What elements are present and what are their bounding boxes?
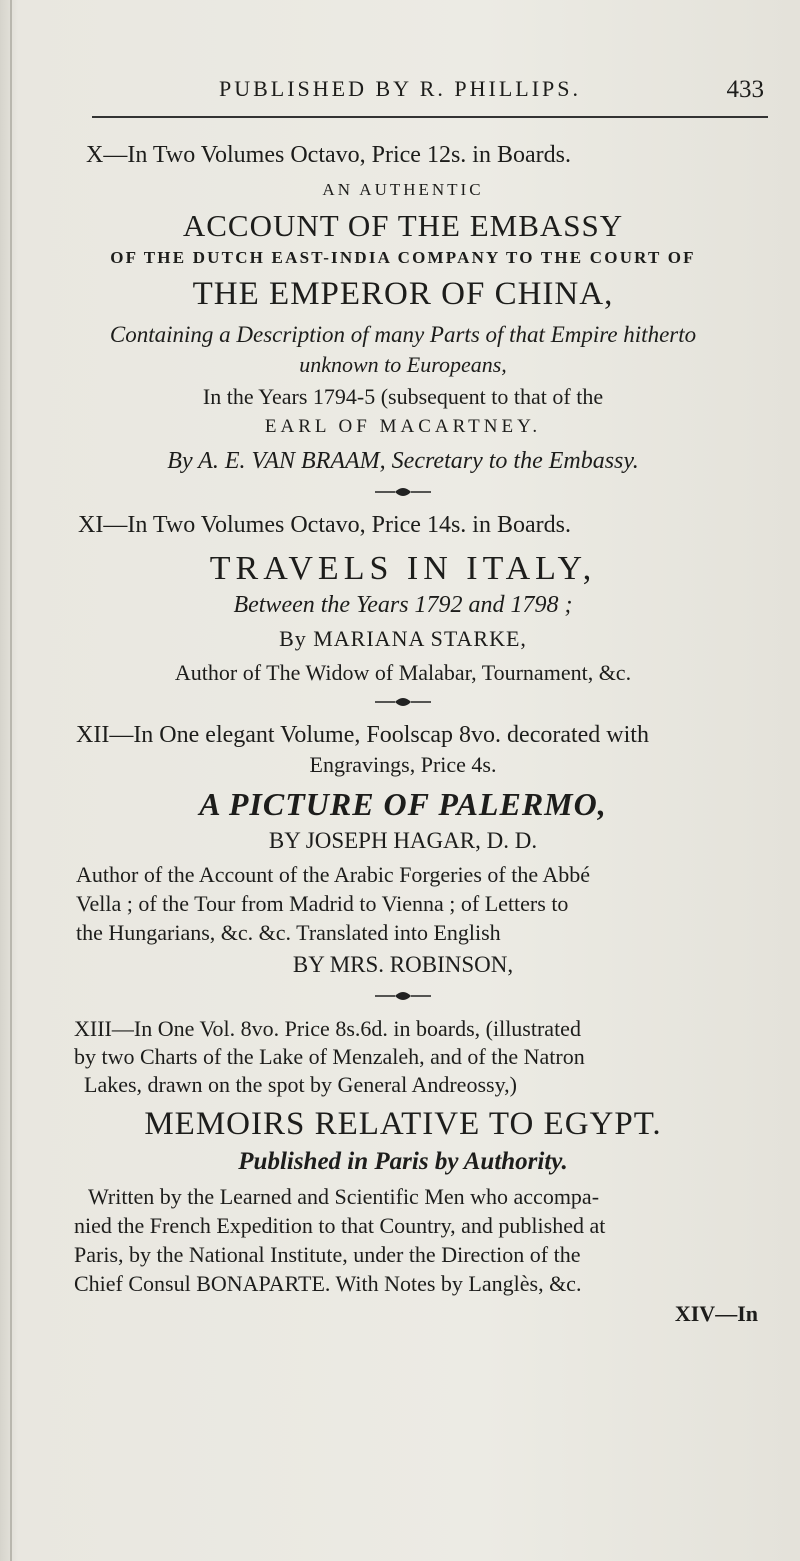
entry-title: ACCOUNT OF THE EMBASSY [182,208,624,243]
entry-xiii [48,1016,758,1301]
entry-description: Author of the Account of the Arabic Forgeries of the Abbé [76,862,591,887]
entry-description: Written by the Learned and Scientific Men who accompa- [88,1184,600,1209]
entry-heading: Engravings, Price 4s. [309,752,497,777]
entry-x [48,142,758,482]
ornament-divider [48,988,758,1010]
entry-byline: By A. E. VAN BRAAM, Secretary to the Embassy. [167,448,639,474]
catchword: XIV—In [674,1301,758,1326]
page-content [48,142,758,1327]
entry-heading: X—In Two Volumes Octavo, Price 12s. in Boards. [86,142,571,168]
entry-byline: By MARIANA STARKE, [279,626,527,651]
entry-description: EARL OF MACARTNEY. [264,416,542,437]
entry-title-line: OF THE DUTCH EAST-INDIA COMPANY TO THE COURT OF [110,248,696,267]
entry-heading: XIII—In One Vol. 8vo. Price 8s.6d. in boards, (illustrated [74,1016,581,1041]
entry-description: the Hungarians, &c. &c. Translated into English [76,920,501,945]
entry-description: unknown to Europeans, [299,352,507,377]
binding-edge [10,0,12,1561]
running-head: PUBLISHED BY R. PHILLIPS. [218,76,582,101]
entry-title: MEMOIRS RELATIVE TO EGYPT. [144,1106,662,1142]
entry-heading: Lakes, drawn on the spot by General Andreossy,) [84,1072,517,1097]
entry-heading: XII—In One elegant Volume, Foolscap 8vo. decorated with [76,722,649,748]
entry-title: TRAVELS IN ITALY, [209,550,597,587]
entry-xii [48,722,758,986]
ornament-divider [48,694,758,716]
ornament-divider [48,484,758,506]
entry-description: Paris, by the National Institute, under the Direction of the [74,1242,581,1267]
entry-description: Vella ; of the Tour from Madrid to Vienna ; of Letters to [76,891,569,916]
entry-heading: XI—In Two Volumes Octavo, Price 14s. in Boards. [78,512,571,538]
entry-description: Containing a Description of many Parts of that Empire hitherto [109,322,697,347]
entry-subtitle: Between the Years 1792 and 1798 ; [233,592,573,618]
entry-title: A PICTURE OF PALERMO, [199,786,607,822]
entry-kicker: AN AUTHENTIC [322,180,484,199]
entry-description: In the Years 1794-5 (subsequent to that of the [202,384,604,409]
entry-description: nied the French Expedition to that Country, and published at [74,1213,606,1238]
entry-description: Chief Consul BONAPARTE. With Notes by Langlès, &c. [74,1271,582,1296]
page-header [0,76,800,116]
entry-byline: BY JOSEPH HAGAR, D. D. [268,828,538,853]
entry-translator: BY MRS. ROBINSON, [292,952,514,977]
entry-xi [48,512,758,692]
entry-heading: by two Charts of the Lake of Menzaleh, and of the Natron [74,1044,585,1069]
entry-subtitle: Published in Paris by Authority. [238,1148,568,1175]
page-number: 433 [726,76,764,103]
entry-author-of: Author of The Widow of Malabar, Tournament, &c. [174,660,632,685]
entry-title-line: THE EMPEROR OF CHINA, [192,276,614,312]
header-rule [92,116,768,118]
